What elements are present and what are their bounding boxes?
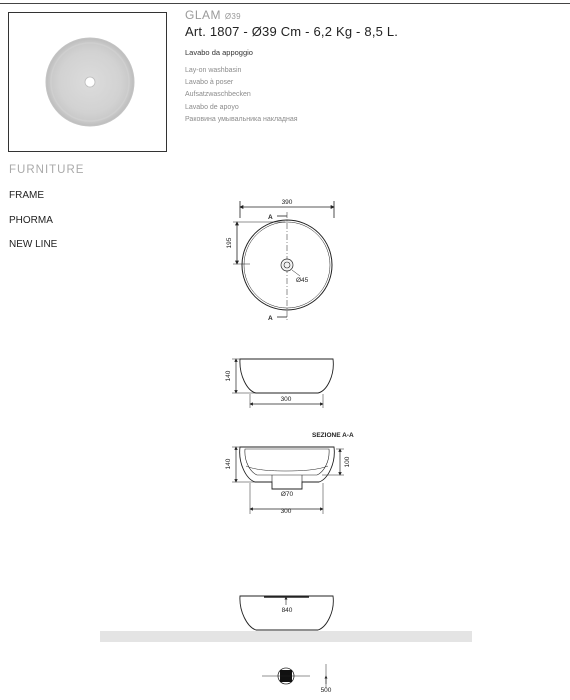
furniture-title: FURNITURE (9, 164, 85, 176)
section-mark-bottom: A (268, 315, 273, 322)
dim-drain-offset-500: 500 (320, 687, 332, 694)
dim-drain-70: Ø70 (280, 491, 294, 498)
dim-drain-45: Ø45 (296, 277, 309, 284)
section-mark-top: A (268, 214, 273, 221)
description-item: Раковина умывальника накладная (185, 115, 298, 123)
dim-side-height-140: 140 (225, 370, 232, 382)
product-name-text: GLAM (185, 8, 222, 22)
dim-half-195: 195 (226, 237, 233, 249)
dim-inner-height-100: 100 (344, 456, 351, 468)
dim-section-base-300: 300 (280, 508, 292, 515)
furniture-item-new-line[interactable]: NEW LINE (9, 239, 58, 250)
description-item: Lavabo à poser (185, 79, 234, 87)
furniture-item-frame[interactable]: FRAME (9, 190, 44, 201)
section-title: SEZIONE A-A (312, 432, 354, 439)
dim-side-base-300: 300 (280, 396, 292, 403)
section-view-drawing (232, 447, 344, 514)
furniture-item-phorma[interactable]: PHORMA (9, 214, 53, 226)
description-main: Lavabo da appoggio (185, 48, 253, 57)
dim-width-390: 390 (281, 199, 293, 206)
dim-section-height-140: 140 (225, 458, 232, 470)
description-item: Lay-on washbasin (185, 67, 242, 74)
drain-plan-drawing (262, 664, 326, 688)
top-view-drawing (233, 201, 334, 322)
dim-installation-840: 840 (281, 607, 293, 614)
product-size-tag: Ø39 (224, 12, 241, 21)
article-spec: Art. 1807 - Ø39 Cm - 6,2 Kg - 8,5 L. (185, 24, 399, 39)
description-item: Lavabo de apoyo (185, 103, 239, 111)
description-item: Aufsatzwaschbecken (185, 91, 251, 99)
